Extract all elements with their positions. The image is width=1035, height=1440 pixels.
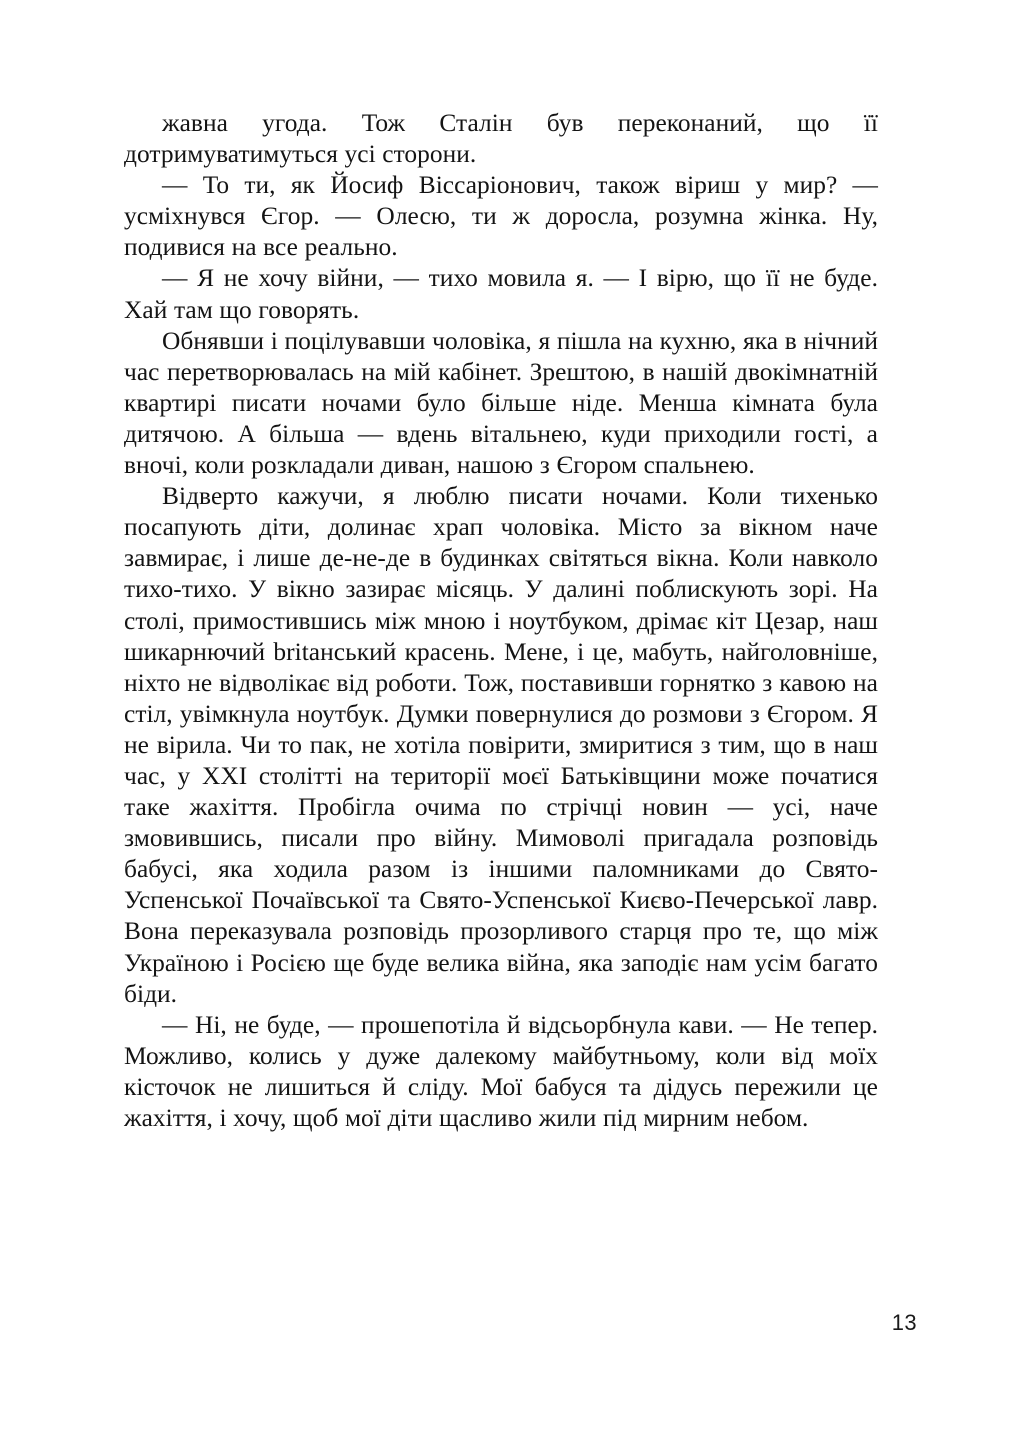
page-number: 13 bbox=[891, 1310, 917, 1335]
paragraph: Відверто кажучи, я люблю писати ночами. Коли тихенько посапують діти, долинає храп чоловіка. Місто за вікном наче завмирає, і лише де-не-де в будинках світяться вікна. Коли навколо тихо-тихо. У вікно зазирає місяць. У далині поблискують зорі. На столі, примостившись між мною і ноутбуком, дрімає кіт Цезар, наш шикарнючий britанський красень. Мене, і це, мабуть, найголовніше, ніхто не відволікає від роботи. Тож, поставивши горнятко з кавою на стіл, увімкнула ноутбук. Думки повернулися до розмови з Єгором. Я не вірила. Чи то пак, не хотіла повірити, змиритися з тим, що в наш час, у XXI столітті на території моєї Батьківщини може початися таке жахіття. Пробігла очима по стрічці новин — усі, наче змовившись, писали про війну. Мимоволі пригадала розповідь бабусі, яка ходила разом із іншими паломниками до Свято-Успенської Почаївської та Свято-Успенської Києво-Печерської лавр. Вона переказувала розповідь прозорливого старця про те, що між Україною і Росією ще буде велика війна, яка заподіє нам усім багато біди. bbox=[124, 482, 878, 1008]
paragraph: — Ні, не буде, — прошепотіла й відсьорбнула кави. — Не тепер. Можливо, колись у дуже далекому майбутньому, коли від моїх кісточок не лишиться й сліду. Мої бабуся та дідусь пережили це жахіття, і хочу, щоб мої діти щасливо жили під мирним небом. bbox=[124, 1010, 878, 1132]
page-text-block bbox=[124, 108, 878, 1134]
paragraph: — То ти, як Йосиф Віссаріонович, також віриш у мир? — усміхнувся Єгор. — Олесю, ти ж доросла, розумна жінка. Ну, подивися на все реально. bbox=[124, 171, 878, 262]
paragraph: — Я не хочу війни, — тихо мовила я. — І вірю, що її не буде. Хай там що говорять. bbox=[124, 264, 878, 324]
paragraph: Обнявши і поцілувавши чоловіка, я пішла на кухню, яка в нічний час перетворювалась на мій кабінет. Зрештою, в нашій двокімнатній квартирі писати ночами було більше ніде. Менша кімната була дитячою. А більша — вдень вітальнею, куди приходили гості, а вночі, коли розкладали диван, нашою з Єгором спальнею. bbox=[124, 326, 878, 480]
paragraph: жавна угода. Тож Сталін був переконаний, що її дотримуватимуться усі сторони. bbox=[124, 109, 878, 169]
